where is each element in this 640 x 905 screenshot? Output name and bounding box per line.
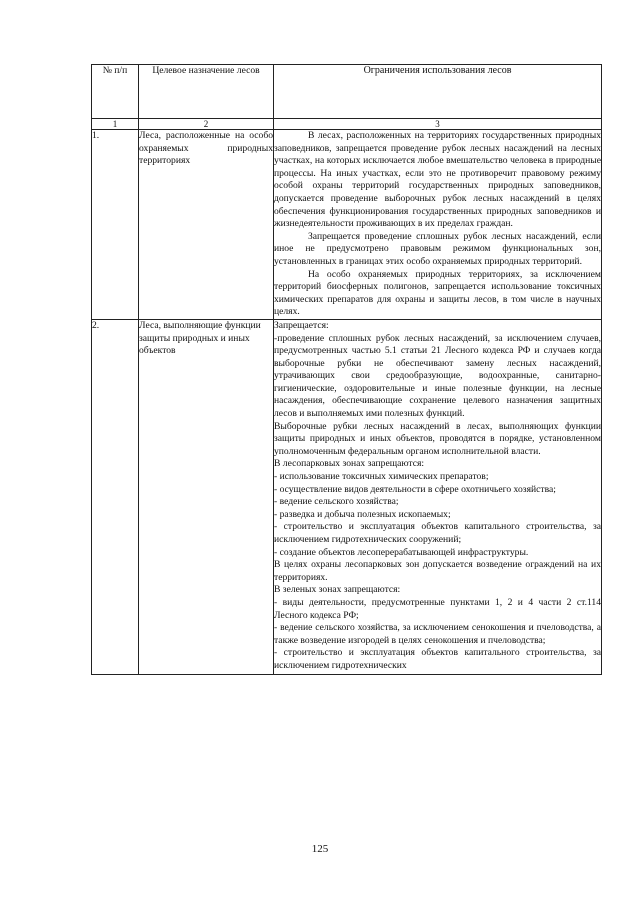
row-restrictions <box>274 130 602 320</box>
restriction-paragraph: - строительство и эксплуатация объектов капитального строительства, за исключением гидротехнических <box>274 647 601 671</box>
restriction-paragraph: - ведение сельского хозяйства, за исключением сенокошения и пчеловодства, а также возведение изгородей в целях сенокошения и пчеловодства; <box>274 622 601 646</box>
row-number: 1. <box>92 130 139 320</box>
restriction-paragraph: - разведка и добыча полезных ископаемых; <box>274 508 451 520</box>
restriction-paragraph: В целях охраны лесопарковых зон допускается возведение ограждений на их территориях. <box>274 559 601 583</box>
column-number: 2 <box>139 119 274 130</box>
restriction-paragraph: - виды деятельности, предусмотренные пунктами 1, 2 и 4 части 2 ст.114 Лесного кодекса РФ; <box>274 596 601 621</box>
restriction-paragraph: Выборочные рубки лесных насаждений в лесах, выполняющих функции защиты природных и иных объектов, проводятся в порядке, установленном уполномоченным федеральным органом исполнительной власти. <box>274 420 601 457</box>
table-row <box>92 130 602 320</box>
restriction-paragraph: -проведение сплошных рубок лесных насаждений, за исключением случаев, предусмотренных частью 5.1 статьи 21 Лесного кодекса РФ и случаев когда выборочные рубки не обеспечивают замену лесных насаждений, утрачивающих свои средообразующие, водоохранные, санитарно-гигиенические, оздоровительные и иные полезные функции, на лесные насаждения, обеспечивающие сохранение целевого назначения защитных лесов и выполняемых ими полезных функций. <box>274 332 601 420</box>
restriction-paragraph: В лесопарковых зонах запрещаются: <box>274 458 425 470</box>
column-number-row <box>92 119 602 130</box>
column-number: 3 <box>274 119 602 130</box>
restriction-paragraph: В лесах, расположенных на территориях государственных природных заповедников, запрещается проведение рубок лесных насаждений на лесных участках, на которых исключается любое вмешательство человека в природные процессы. На иных участках, если это не противоречит правовому режиму особой охраны территорий государственных природных заповедников, допускается проведение выборочных рубок лесных насаждений в целях обеспечения функционирования государственных природных заповедников и жизнедеятельности проживающих в их пределах граждан. <box>274 130 601 230</box>
restriction-paragraph: - создание объектов лесоперерабатывающей инфраструктуры. <box>274 546 529 558</box>
row-restrictions <box>274 319 602 674</box>
restriction-paragraph: - осуществление видов деятельности в сфере охотничьего хозяйства; <box>274 483 556 495</box>
header-purpose: Целевое назначение лесов <box>139 65 274 119</box>
restriction-paragraph: На особо охраняемых природных территориях, за исключением территорий биосферных полигонов, запрещается использование токсичных химических препаратов для охраны и защиты лесов, в том числе в научных целях. <box>274 268 601 318</box>
row-number: 2. <box>92 319 139 674</box>
table-header-row <box>92 65 602 119</box>
table-row <box>92 319 602 674</box>
header-restrictions: Ограничения использования лесов <box>274 65 602 119</box>
restriction-paragraph: В зеленых зонах запрещаются: <box>274 584 401 596</box>
header-number: № п/п <box>92 65 139 119</box>
restriction-paragraph: - ведение сельского хозяйства; <box>274 496 399 508</box>
restriction-paragraph: - строительство и эксплуатация объектов капитального строительства, за исключением гидротехнических сооружений; <box>274 521 601 545</box>
page-number: 125 <box>311 843 329 855</box>
restrictions-table <box>91 64 602 675</box>
column-number: 1 <box>92 119 139 130</box>
restriction-paragraph: - использование токсичных химических препаратов; <box>274 471 489 483</box>
row-purpose: Леса, выполняющие функции защиты природных и иных объектов <box>139 319 274 674</box>
row-purpose: Леса, расположенные на особо охраняемых природных территориях <box>139 130 274 320</box>
restriction-paragraph: Запрещается: <box>274 319 329 331</box>
restriction-paragraph: Запрещается проведение сплошных рубок лесных насаждений, если иное не предусмотрено правовым режимом функциональных зон, установленных в границах этих особо охраняемых природных территорий. <box>274 230 601 267</box>
